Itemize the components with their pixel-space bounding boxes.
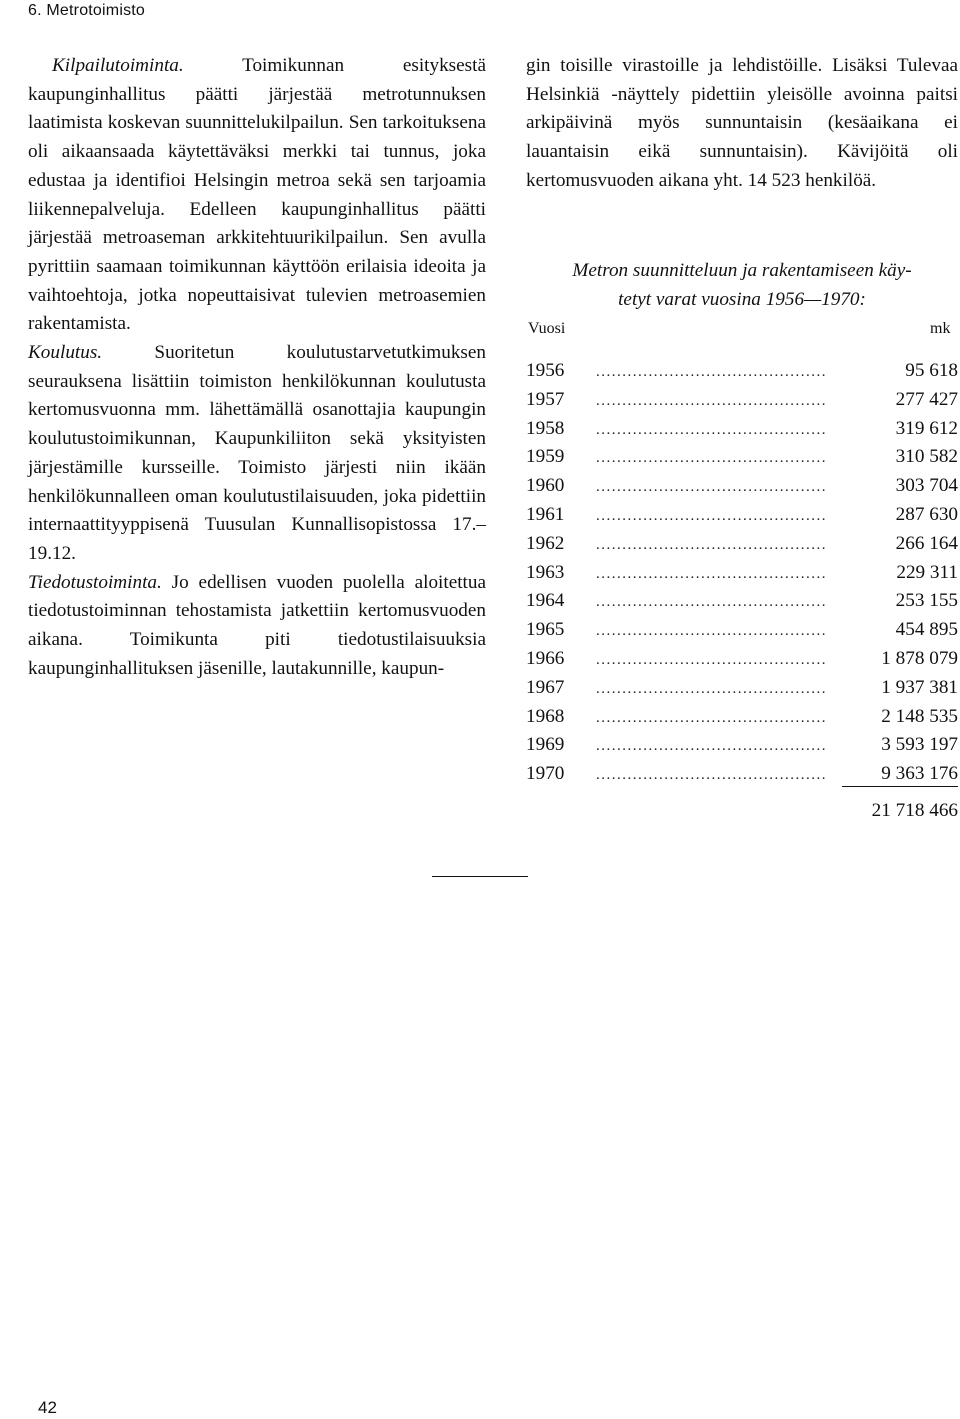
left-column bbox=[28, 52, 486, 683]
table-row bbox=[526, 587, 958, 616]
table-cell-year: 1969 bbox=[526, 734, 565, 756]
table-row bbox=[526, 501, 958, 530]
table-cell-amount: 277 427 bbox=[895, 388, 958, 410]
paragraph-kilpailutoiminta bbox=[28, 52, 486, 339]
page-number: 42 bbox=[38, 1398, 57, 1417]
table-row bbox=[526, 645, 958, 674]
table-row bbox=[526, 674, 958, 703]
dot-leader bbox=[596, 704, 828, 733]
dot-leader bbox=[596, 387, 828, 416]
dot-leader bbox=[596, 416, 828, 445]
table-cell-year: 1961 bbox=[526, 503, 565, 525]
table-cell-year: 1965 bbox=[526, 619, 565, 641]
paragraph-tiedotustoiminta bbox=[28, 569, 486, 684]
table-caption-line-1: Metron suunnitteluun ja rakentamiseen käy- bbox=[572, 260, 912, 281]
dot-leader bbox=[596, 502, 828, 531]
dot-leader bbox=[596, 732, 828, 761]
table-total: 21 718 466 bbox=[871, 800, 958, 821]
table-cell-amount: 1 937 381 bbox=[881, 676, 958, 698]
right-column bbox=[526, 52, 958, 196]
table-cell-amount: 3 593 197 bbox=[881, 734, 958, 756]
dot-leader bbox=[596, 617, 828, 646]
dot-leader bbox=[596, 675, 828, 704]
table-row bbox=[526, 386, 958, 415]
section-heading-koulutus: Koulutus. bbox=[28, 342, 103, 364]
table-cell-year: 1963 bbox=[526, 561, 565, 583]
table-cell-year: 1968 bbox=[526, 705, 565, 727]
table-cell-amount: 310 582 bbox=[895, 446, 958, 468]
dot-leader bbox=[596, 473, 828, 502]
table-cell-amount: 303 704 bbox=[895, 475, 958, 497]
table-cell-year: 1970 bbox=[526, 763, 565, 785]
dot-leader bbox=[596, 560, 828, 589]
table-cell-amount: 266 164 bbox=[895, 532, 958, 554]
table-row bbox=[526, 703, 958, 732]
table-cell-amount: 253 155 bbox=[895, 590, 958, 612]
table-cell-year: 1960 bbox=[526, 475, 565, 497]
table-row bbox=[526, 443, 958, 472]
table-cell-year: 1956 bbox=[526, 360, 565, 381]
table-column-header-year: Vuosi bbox=[528, 320, 566, 337]
table-row bbox=[526, 760, 958, 789]
paragraph-text: Suoritetun koulutustarvetutkimuksen seurauksena lisättiin toimiston henkilökunnan koulutusta kertomusvuonna mm. lähettämällä osanottajia kaupungin koulutustoimikunnan, Kaupunkiliiton sekä yksityisten järjestämille kursseille. Toimisto järjesti niin ikään henkilökunnalleen oman koulutustilaisuuden, joka pidettiin internaattityyppisenä Tuusulan Kunnallisopistossa 17.–19.12. bbox=[28, 342, 486, 564]
table-row bbox=[526, 357, 958, 386]
table-row bbox=[526, 616, 958, 645]
dot-leader bbox=[596, 358, 828, 387]
section-divider bbox=[432, 876, 528, 877]
table-cell-year: 1958 bbox=[526, 417, 565, 439]
paragraph-text: Toimikunnan esityksestä kaupunginhallitus päätti järjestää metrotunnuksen laatimista koskevan suunnittelukilpailun. Sen tarkoituksena oli aikaansaada käytettäväksi merkki tai tunnus, joka edustaa ja identifioi Helsingin metroa sekä sen tarjoamia liikennepalveluja. Edelleen kaupunginhallitus päätti järjestää metroaseman arkkitehtuurikilpailun. Sen avulla pyrittiin saamaan toimikunnan käyttöön erilaisia ideoita ja vaihtoehtoja, jotka nopeuttaisivat tulevien metroasemien rakentamista. bbox=[28, 55, 486, 335]
table-cell-amount: 95 618 bbox=[905, 360, 958, 381]
table-row bbox=[526, 559, 958, 588]
table-cell-year: 1957 bbox=[526, 388, 565, 410]
table-cell-amount: 319 612 bbox=[895, 417, 958, 439]
dot-leader bbox=[596, 531, 828, 560]
dot-leader bbox=[596, 588, 828, 617]
table-cell-year: 1967 bbox=[526, 676, 565, 698]
table-cell-amount: 1 878 079 bbox=[881, 647, 958, 669]
section-heading-tiedotustoiminta: Tiedotustoiminta. bbox=[28, 571, 162, 593]
paragraph-koulutus bbox=[28, 339, 486, 569]
table-cell-amount: 9 363 176 bbox=[842, 761, 958, 787]
table-cell-year: 1966 bbox=[526, 647, 565, 669]
dot-leader bbox=[596, 646, 828, 675]
table-cell-year: 1959 bbox=[526, 446, 565, 468]
table-row bbox=[526, 731, 958, 760]
table-cell-year: 1962 bbox=[526, 532, 565, 554]
table-row bbox=[526, 472, 958, 501]
table-caption bbox=[526, 256, 958, 314]
table-column-header-amount: mk bbox=[930, 320, 951, 337]
table-row bbox=[526, 530, 958, 559]
paragraph-text: Jo edellisen vuoden puolella aloitettua tiedotustoiminnan tehostamista jatkettiin kertomusvuoden aikana. Toimikunta piti tiedotustilaisuuksia kaupunginhallituksen jäsenille, lautakunnille, kaupun- bbox=[28, 571, 486, 679]
paragraph-continuation: gin toisille virastoille ja lehdistöille. Lisäksi Tulevaa Helsinkiä -näyttely pidettiin yleisölle avoinna paitsi arkipäivinä myös sunnuntaisin (kesäaikana ei lauantaisin eikä sunnuntaisin). Kävijöitä oli kertomusvuoden aikana yht. 14 523 henkilöä. bbox=[526, 55, 958, 191]
running-head: 6. Metrotoimisto bbox=[28, 2, 146, 19]
table-cell-year: 1964 bbox=[526, 590, 565, 612]
dot-leader bbox=[596, 444, 828, 473]
table-cell-amount: 454 895 bbox=[895, 619, 958, 641]
table-cell-amount: 287 630 bbox=[895, 503, 958, 525]
table-cell-amount: 2 148 535 bbox=[881, 705, 958, 727]
table-caption-line-2: tetyt varat vuosina 1956—1970: bbox=[618, 289, 866, 310]
funding-table bbox=[526, 357, 958, 789]
table-row bbox=[526, 415, 958, 444]
section-heading-kilpailutoiminta: Kilpailutoiminta. bbox=[52, 55, 184, 76]
dot-leader bbox=[596, 761, 828, 790]
table-cell-amount: 229 311 bbox=[896, 561, 958, 583]
